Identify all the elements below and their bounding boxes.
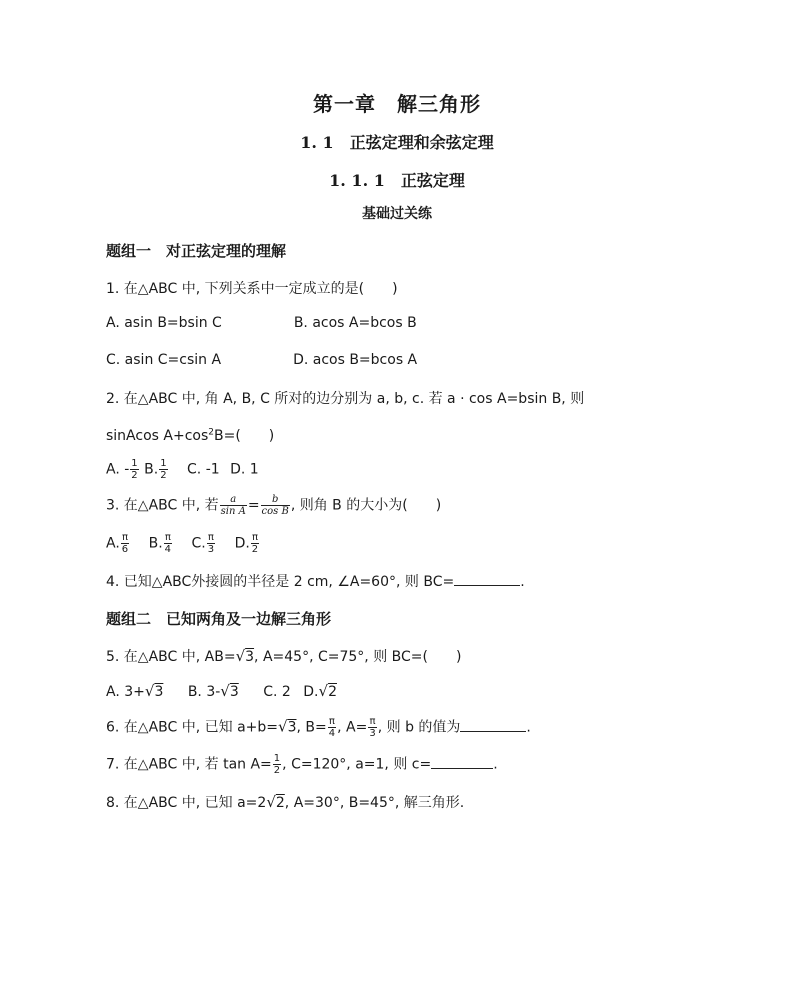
- sqrt-icon: √: [235, 647, 246, 665]
- section-title: 1. 1 正弦定理和余弦定理: [300, 133, 494, 152]
- question-8: [106, 792, 464, 812]
- q2-option-a: A. -: [106, 461, 130, 478]
- question-2-line2: [106, 425, 274, 445]
- fraction-numerator: π: [207, 532, 214, 543]
- radicand: 2: [328, 684, 337, 700]
- q3-option-a: A.: [106, 535, 120, 552]
- fraction-b-over-cosB: [261, 494, 290, 517]
- fraction-denominator: 6: [121, 544, 129, 555]
- q7-end: .: [493, 756, 498, 773]
- q3-option-b: B.: [148, 535, 163, 552]
- q2-text-a: sinAcos A+cos: [106, 428, 209, 444]
- q3-text-post: , 则角 B 的大小为( ): [290, 497, 442, 514]
- q2-option-c: C. -1: [187, 461, 220, 478]
- fraction-numerator: π: [369, 716, 376, 727]
- fraction-denominator: 2: [131, 470, 138, 481]
- q2-superscript: 2: [208, 427, 214, 438]
- q5-text-post: , A=45°, C=75°, 则 BC=( ): [254, 649, 462, 665]
- sqrt-icon: √: [144, 682, 155, 700]
- option-b: B. acos A=bcos B: [293, 315, 417, 331]
- q2-option-d: D. 1: [230, 461, 259, 478]
- fraction-numerator: 1: [160, 458, 167, 469]
- q2-text-b: B=( ): [214, 428, 275, 444]
- fraction-a-over-sinA: [220, 494, 247, 517]
- question-2-options: [106, 458, 259, 481]
- q8-text-pre: 8. 在△ABC 中, 已知 a=2: [106, 795, 267, 811]
- fraction-pi-3: [368, 716, 376, 739]
- q5-text-pre: 5. 在△ABC 中, AB=: [106, 649, 236, 665]
- fraction-numerator: 1: [273, 753, 281, 764]
- question-1-options-cd: [106, 352, 417, 368]
- question-2-line1: 2. 在△ABC 中, 角 A, B, C 所对的边分别为 a, b, c. 若 a · cos A=bsin B, 则: [106, 391, 585, 407]
- fraction-half: [159, 458, 167, 481]
- fraction-half: [273, 753, 281, 776]
- q8-text-post: , A=30°, B=45°, 解三角形.: [284, 795, 465, 811]
- q4-text: 4. 已知△ABC外接圆的半径是 2 cm, ∠A=60°, 则 BC=: [106, 574, 455, 590]
- fraction-numerator: a: [220, 494, 247, 506]
- fraction-pi-4: [164, 532, 172, 555]
- fraction-numerator: π: [328, 716, 335, 727]
- radicand: 3: [229, 684, 239, 700]
- radicand: 2: [275, 795, 285, 811]
- answer-blank[interactable]: [460, 717, 526, 732]
- q5-option-c: C. 2: [263, 684, 291, 700]
- q7-text-post: , C=120°, a=1, 则 c=: [282, 756, 432, 773]
- fraction-numerator: b: [261, 494, 290, 506]
- question-1-options-ab: [106, 315, 417, 331]
- subsection-title: 1. 1. 1 正弦定理: [329, 171, 465, 190]
- q3-option-c: C.: [191, 535, 206, 552]
- fraction-numerator: 1: [131, 458, 138, 469]
- fraction-denominator: 2: [160, 470, 167, 481]
- q6-text-pre: 6. 在△ABC 中, 已知 a+b=: [106, 719, 279, 736]
- fraction-denominator: 4: [328, 728, 336, 739]
- question-4: [106, 571, 525, 591]
- q5-option-b: B. 3-: [187, 684, 221, 700]
- question-6: [106, 716, 531, 739]
- fraction-numerator: π: [121, 532, 128, 543]
- q6-text-mid2: , A=: [337, 719, 368, 736]
- question-3: [106, 494, 441, 517]
- q6-text-mid1: , B=: [296, 719, 327, 736]
- sqrt-icon: √: [266, 793, 276, 811]
- q3-option-d: D.: [234, 535, 250, 552]
- radicand: 3: [154, 684, 164, 700]
- group1-heading: 题组一 对正弦定理的理解: [106, 242, 287, 260]
- fraction-pi-2: [251, 532, 259, 555]
- q5-option-d: D.: [303, 684, 319, 700]
- sqrt-icon: √: [278, 717, 288, 736]
- exercise-label: 基础过关练: [362, 206, 432, 222]
- option-a: A. asin B=bsin C: [106, 315, 222, 331]
- answer-blank[interactable]: [454, 571, 520, 586]
- fraction-denominator: 2: [251, 544, 259, 555]
- fraction-denominator: 3: [369, 728, 376, 739]
- equals-sign: =: [247, 497, 260, 514]
- q6-text-post: , 则 b 的值为: [377, 719, 461, 736]
- answer-blank[interactable]: [431, 754, 493, 769]
- option-c: C. asin C=csin A: [106, 352, 222, 368]
- q3-text-pre: 3. 在△ABC 中, 若: [106, 497, 219, 514]
- radicand: 3: [287, 719, 297, 736]
- fraction-numerator: π: [251, 532, 258, 543]
- question-5: [106, 646, 461, 666]
- question-3-options: [106, 532, 260, 555]
- sqrt-icon: √: [220, 682, 230, 700]
- fraction-pi-4: [328, 716, 336, 739]
- fraction-denominator: cos B: [261, 506, 289, 517]
- fraction-denominator: 4: [164, 544, 172, 555]
- q2-option-b: B.: [144, 461, 159, 478]
- fraction-denominator: 2: [273, 765, 281, 776]
- fraction-denominator: 3: [207, 544, 215, 555]
- fraction-denominator: sin A: [220, 506, 246, 517]
- q6-end: .: [526, 719, 531, 736]
- q5-option-a: A. 3+: [106, 684, 145, 700]
- radicand: 3: [245, 649, 255, 665]
- question-5-options: [106, 682, 337, 700]
- q7-text-pre: 7. 在△ABC 中, 若 tan A=: [106, 756, 272, 773]
- question-7: [106, 753, 498, 776]
- sqrt-icon: √: [318, 682, 329, 700]
- fraction-half: [130, 458, 138, 481]
- option-d: D. acos B=bcos A: [293, 352, 418, 368]
- fraction-pi-3: [207, 532, 215, 555]
- chapter-title: 第一章 解三角形: [313, 92, 481, 116]
- fraction-numerator: π: [164, 532, 171, 543]
- fraction-pi-6: [121, 532, 129, 555]
- group2-heading: 题组二 已知两角及一边解三角形: [106, 610, 332, 628]
- question-1: 1. 在△ABC 中, 下列关系中一定成立的是( ): [106, 281, 398, 297]
- q4-end: .: [520, 574, 525, 590]
